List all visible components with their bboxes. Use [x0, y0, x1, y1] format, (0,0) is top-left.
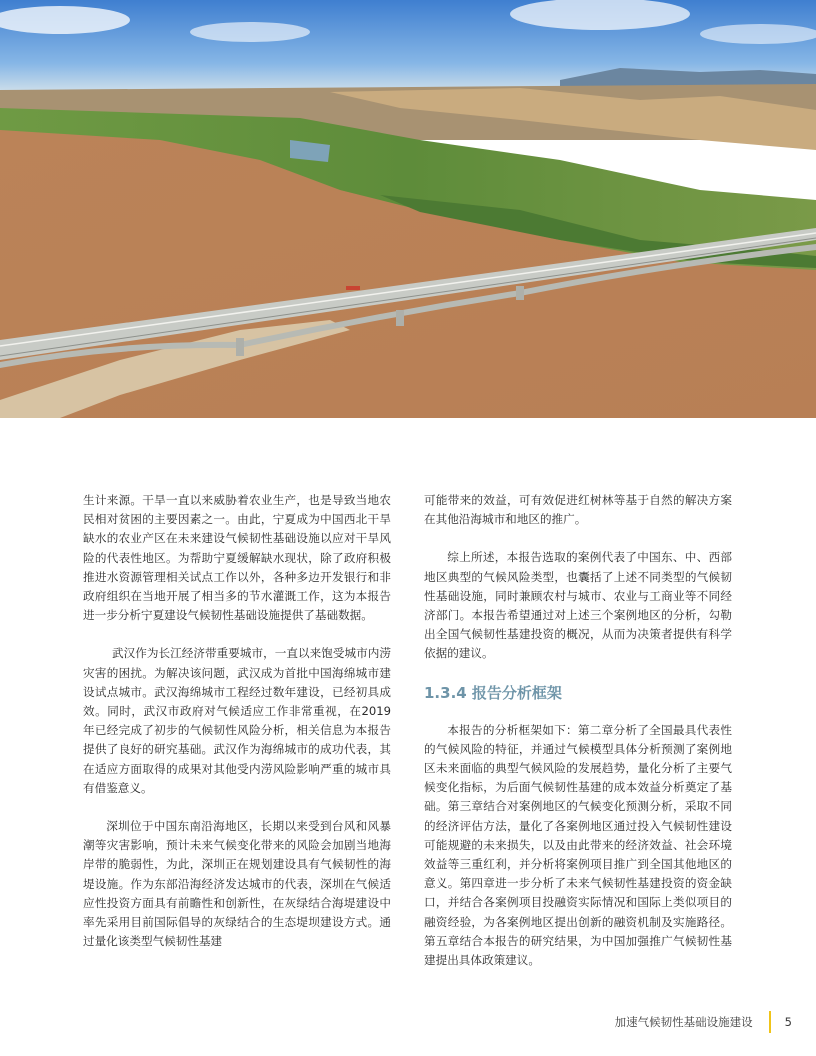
- paragraph-summary: 综上所述，本报告选取的案例代表了中国东、中、西部地区典型的气候风险类型，也囊括了上述不同类型的气候韧性基础设施，同时兼顾农村与城市、农业与工商业等不同经济部门。本报告希望通过对上述三个案例地区的分析，勾勒出全国气候韧性基建投资的概况，从而为决策者提供有科学依据的建议。: [424, 550, 732, 661]
- left-column: [83, 491, 391, 970]
- page-footer: [615, 1011, 792, 1033]
- page-number: 5: [784, 1015, 792, 1029]
- section-heading: 1.3.4 报告分析框架: [424, 683, 562, 702]
- right-column: [424, 491, 732, 989]
- footer-title: 加速气候韧性基础设施建设: [614, 1015, 753, 1029]
- paragraph-shenzhen: 深圳位于中国东南沿海地区，长期以来受到台风和风暴潮等灾害影响，预计未来气候变化带来的风险会加剧当地海岸带的脆弱性，为此，深圳正在规划建设具有气候韧性的海堤设施。作为东部沿海经济发达城市的代表，深圳在气候适应性投资方面具有前瞻性和创新性，在灰绿结合海堤建设中率先采用目前国际倡导的灰绿结合的生态堤坝建设方式。通过量化该类型气候韧性基建: [83, 819, 391, 949]
- aerial-bridge-photo: [0, 0, 816, 418]
- paragraph-framework: 本报告的分析框架如下：第二章分析了全国最具代表性的气候风险的特征，并通过气候模型具体分析预测了案例地区未来面临的典型气候风险的发展趋势，量化分析了主要气候变化指标，为后面气候韧性基建的成本效益分析奠定了基础。第三章结合对案例地区的气候变化预测分析，采取不同的经济评估方法，量化了各案例地区通过投入气候韧性建设可能规避的未来损失，以及由此带来的经济效益、社会环境效益等三重红利，并分析将案例项目推广到全国其他地区的意义。第四章进一步分析了未来气候韧性基建投资的资金缺口，并结合各案例项目投融资实际情况和国际上类似项目的融资经验，为各案例地区提出创新的融资机制及实施路径。第五章结合本报告的研究结果，为中国加强推广气候韧性基建提出具体政策建议。: [424, 722, 732, 968]
- paragraph-wuhan: 武汉作为长江经济带重要城市，一直以来饱受城市内涝灾害的困扰。为解决该问题，武汉成为首批中国海绵城市建设试点城市。武汉海绵城市工程经过数年建设，已经初具成效。同时，武汉市政府对气候适应工作非常重视，在2019 年已经完成了初步的气候韧性风险分析，相关信息为本报告提供了良好的研究基础。武汉作为海绵城市的成功代表，其在适应方面取得的成果对其他受内涝风险影响严重的城市具有借鉴意义。: [83, 646, 391, 795]
- paragraph-benefits: 可能带来的效益，可有效促进红树林等基于自然的解决方案在其他沿海城市和地区的推广。: [424, 493, 732, 527]
- paragraph-ningxia: 生计来源。干旱一直以来威胁着农业生产，也是导致当地农民相对贫困的主要因素之一。由此，宁夏成为中国西北干旱缺水的农业产区在未来建设气候韧性基础设施以应对干旱风险的代表性地区。为帮助宁夏缓解缺水现状，除了政府积极推进水资源管理相关试点工作以外，各种多边开发银行和非政府组织在当地开展了相当多的节水灌溉工作，这为本报告进一步分析宁夏建设气候韧性基础设施提供了基础数据。: [83, 493, 391, 623]
- aerial-bridge-river-photo-icon: [0, 0, 816, 418]
- footer-divider: [769, 1011, 771, 1033]
